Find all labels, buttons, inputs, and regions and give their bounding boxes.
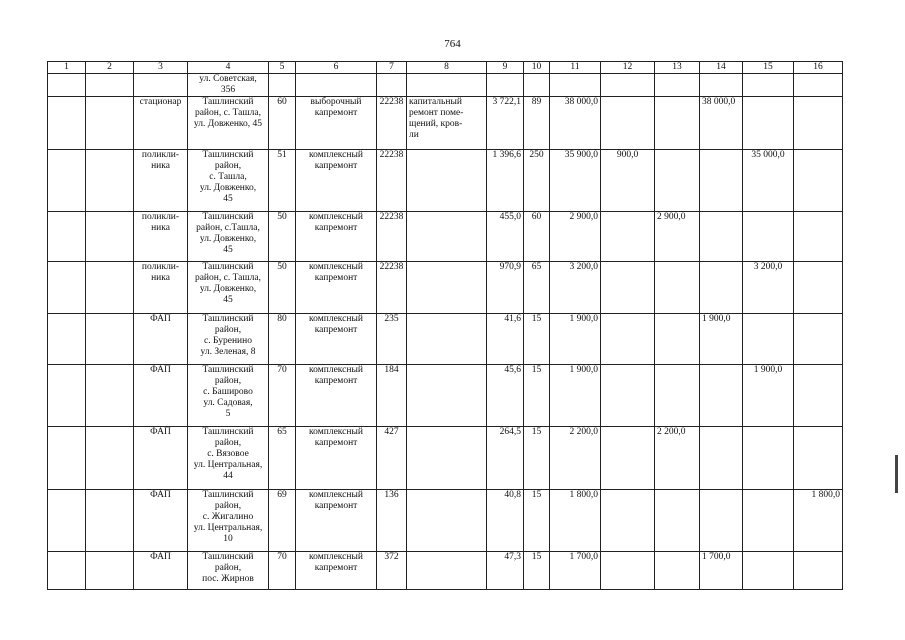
cell-text: 1 700,0 [702, 552, 731, 562]
col16-cell [794, 427, 843, 490]
col10-cell [524, 490, 550, 552]
table-row [48, 427, 843, 490]
col12-cell [601, 552, 655, 590]
col-header: 13 [655, 62, 700, 74]
cell-text: Ташлинский район, с.Ташла, ул. Довженко, 45 [196, 212, 260, 255]
cell-text: комплексный капремонт [309, 552, 363, 573]
col-header: 3 [134, 62, 188, 74]
col8-cell [407, 212, 487, 262]
cell-text: 455,0 [499, 212, 521, 222]
col8-cell [407, 490, 487, 552]
cell-text: комплексный капремонт [309, 150, 363, 171]
area-cell [487, 365, 524, 427]
empty-cell [48, 427, 86, 490]
cell-text: ФАП [150, 552, 171, 562]
cell-text: 1 900,0 [753, 365, 783, 375]
col7-cell [377, 97, 407, 150]
address-cell [188, 212, 269, 262]
total-cost-cell [550, 74, 601, 97]
address-cell [188, 150, 269, 212]
col15-cell [743, 74, 794, 97]
col8-cell [407, 427, 487, 490]
facility-type-cell [134, 490, 188, 552]
col10-cell [524, 552, 550, 590]
work-type-cell [296, 262, 377, 314]
col14-cell [700, 427, 743, 490]
page-number: 764 [444, 38, 461, 50]
cell-text: 47,3 [504, 552, 521, 562]
empty-cell [48, 74, 86, 97]
table-row [48, 212, 843, 262]
empty-cell [86, 552, 134, 590]
cell-text: стационар [139, 97, 182, 107]
work-type-cell [296, 490, 377, 552]
col-header: 9 [487, 62, 524, 74]
col-header: 4 [188, 62, 269, 74]
col7-cell [377, 212, 407, 262]
col-header: 8 [407, 62, 487, 74]
col16-cell [794, 314, 843, 365]
cell-text: 15 [531, 427, 542, 437]
col-header: 12 [601, 62, 655, 74]
cell-text: комплексный капремонт [309, 365, 363, 386]
col15-cell [743, 212, 794, 262]
col14-cell [700, 212, 743, 262]
total-cost-cell [550, 150, 601, 212]
col-header: 14 [700, 62, 743, 74]
facility-type-cell [134, 150, 188, 212]
total-cost-cell [550, 427, 601, 490]
cell-text: 1 900,0 [702, 314, 731, 324]
col13-cell [655, 314, 700, 365]
work-type-cell [296, 74, 377, 97]
empty-cell [48, 150, 86, 212]
address-cell [188, 552, 269, 590]
cell-text: 22238 [379, 262, 404, 272]
cell-text: ФАП [150, 365, 171, 375]
col8-cell [407, 552, 487, 590]
cell-text: 235 [384, 314, 399, 324]
col7-cell [377, 365, 407, 427]
cell-text: 89 [531, 97, 542, 107]
col5-cell [269, 365, 296, 427]
cell-text: Ташлинский район, с. Баширово ул. Садовая, 5 [202, 365, 254, 419]
col10-cell [524, 262, 550, 314]
cell-text: комплексный капремонт [309, 212, 363, 233]
cell-text: 45,6 [504, 365, 521, 375]
address-cell [188, 262, 269, 314]
col7-cell [377, 314, 407, 365]
col15-cell [743, 552, 794, 590]
empty-cell [48, 97, 86, 150]
cell-text: 35 900,0 [564, 150, 598, 160]
cell-text: 35 000,0 [751, 150, 785, 160]
col13-cell [655, 427, 700, 490]
cell-text: Ташлинский район, с. Буренино ул. Зеленая, 8 [200, 314, 256, 357]
col16-cell [794, 74, 843, 97]
cell-text: 900,0 [616, 150, 639, 160]
area-cell [487, 490, 524, 552]
cell-text: 15 [531, 365, 542, 375]
cell-text: комплексный капремонт [309, 490, 363, 511]
col8-cell [407, 314, 487, 365]
address-cell [188, 365, 269, 427]
col15-cell [743, 97, 794, 150]
col12-cell [601, 74, 655, 97]
total-cost-cell [550, 97, 601, 150]
col16-cell [794, 262, 843, 314]
cell-text: 70 [277, 552, 287, 562]
col16-cell [794, 552, 843, 590]
col-header: 7 [377, 62, 407, 74]
area-cell [487, 97, 524, 150]
col-header: 10 [524, 62, 550, 74]
col13-cell [655, 74, 700, 97]
work-type-cell [296, 314, 377, 365]
cell-text: 2 900,0 [657, 212, 686, 222]
col5-cell [269, 262, 296, 314]
col13-cell [655, 97, 700, 150]
empty-cell [86, 365, 134, 427]
cell-text: 38 000,0 [702, 97, 736, 107]
facility-type-cell [134, 212, 188, 262]
cell-text: 372 [384, 552, 399, 562]
total-cost-cell [550, 365, 601, 427]
col16-cell [794, 150, 843, 212]
total-cost-cell [550, 262, 601, 314]
facility-type-cell [134, 74, 188, 97]
empty-cell [48, 365, 86, 427]
col7-cell [377, 262, 407, 314]
cell-text: 22238 [379, 97, 404, 107]
col13-cell [655, 262, 700, 314]
cell-text: 2 200,0 [569, 427, 598, 437]
col-header: 16 [794, 62, 843, 74]
cell-text: 22238 [379, 212, 404, 222]
cell-text: 51 [277, 150, 287, 160]
cell-text: 427 [384, 427, 399, 437]
col10-cell [524, 212, 550, 262]
col8-cell [407, 97, 487, 150]
col10-cell [524, 427, 550, 490]
col5-cell [269, 150, 296, 212]
area-cell [487, 74, 524, 97]
total-cost-cell [550, 552, 601, 590]
table-row [48, 314, 843, 365]
col5-cell [269, 97, 296, 150]
col12-cell [601, 97, 655, 150]
col16-cell [794, 365, 843, 427]
empty-cell [48, 212, 86, 262]
empty-cell [86, 490, 134, 552]
cell-text: 15 [531, 314, 542, 324]
work-type-cell [296, 427, 377, 490]
col7-cell [377, 150, 407, 212]
col8-cell [407, 74, 487, 97]
col12-cell [601, 150, 655, 212]
empty-cell [86, 150, 134, 212]
empty-cell [48, 262, 86, 314]
cell-text: 1 900,0 [569, 365, 598, 375]
col5-cell [269, 490, 296, 552]
cell-text: 1 700,0 [569, 552, 598, 562]
facility-type-cell [134, 552, 188, 590]
cell-text: 41,6 [504, 314, 521, 324]
cell-text: ул. Советская, 356 [199, 74, 257, 95]
col10-cell [524, 314, 550, 365]
cell-text: 15 [531, 490, 542, 500]
col10-cell [524, 97, 550, 150]
col7-cell [377, 74, 407, 97]
col5-cell [269, 314, 296, 365]
col14-cell [700, 552, 743, 590]
table-row [48, 150, 843, 212]
cell-text: комплексный капремонт [309, 314, 363, 335]
col14-cell [700, 262, 743, 314]
col-header: 6 [296, 62, 377, 74]
col12-cell [601, 490, 655, 552]
cell-text: 15 [531, 552, 542, 562]
empty-cell [48, 490, 86, 552]
cell-text: 22238 [379, 150, 404, 160]
cell-text: 80 [277, 314, 287, 324]
cell-text: 70 [277, 365, 287, 375]
cell-text: ФАП [150, 490, 171, 500]
col15-cell [743, 262, 794, 314]
col-header: 2 [86, 62, 134, 74]
col15-cell [743, 365, 794, 427]
cell-text: 3 200,0 [753, 262, 783, 272]
table-row [48, 74, 843, 97]
col13-cell [655, 365, 700, 427]
cell-text: поликли- ника [141, 212, 180, 233]
col-header: 15 [743, 62, 794, 74]
work-type-cell [296, 552, 377, 590]
cell-text: 3 722,1 [492, 97, 521, 107]
col14-cell [700, 490, 743, 552]
facility-type-cell [134, 262, 188, 314]
header-row [48, 62, 843, 74]
empty-cell [48, 314, 86, 365]
cell-text: 60 [531, 212, 542, 222]
cell-text: ФАП [150, 427, 171, 437]
cell-text: Ташлинский район, с. Ташла, ул. Довженко, 45 [193, 97, 263, 129]
cell-text: 1 900,0 [569, 314, 598, 324]
col13-cell [655, 552, 700, 590]
address-cell [188, 74, 269, 97]
col10-cell [524, 150, 550, 212]
cell-text: выборочный капремонт [310, 97, 362, 118]
col13-cell [655, 150, 700, 212]
area-cell [487, 150, 524, 212]
cell-text: 60 [277, 97, 287, 107]
col16-cell [794, 490, 843, 552]
col7-cell [377, 490, 407, 552]
col12-cell [601, 427, 655, 490]
cell-text: ФАП [150, 314, 171, 324]
col13-cell [655, 490, 700, 552]
cell-text: 65 [277, 427, 287, 437]
col8-cell [407, 150, 487, 212]
facility-type-cell [134, 97, 188, 150]
work-type-cell [296, 365, 377, 427]
address-cell [188, 490, 269, 552]
empty-cell [86, 97, 134, 150]
cell-text: 40,8 [504, 490, 521, 500]
cell-text: 38 000,0 [564, 97, 598, 107]
empty-cell [86, 427, 134, 490]
col16-cell [794, 97, 843, 150]
cell-text: 3 200,0 [569, 262, 598, 272]
cell-text: Ташлинский район, с. Ташла, ул. Довженко, 45 [194, 262, 262, 305]
cell-text: 50 [277, 262, 287, 272]
work-type-cell [296, 212, 377, 262]
col14-cell [700, 150, 743, 212]
facility-type-cell [134, 314, 188, 365]
col15-cell [743, 427, 794, 490]
col16-cell [794, 212, 843, 262]
table-row [48, 365, 843, 427]
col15-cell [743, 150, 794, 212]
cell-text: 184 [384, 365, 399, 375]
col-header: 1 [48, 62, 86, 74]
address-cell [188, 97, 269, 150]
col14-cell [700, 97, 743, 150]
cell-text: комплексный капремонт [309, 262, 363, 283]
total-cost-cell [550, 314, 601, 365]
area-cell [487, 262, 524, 314]
address-cell [188, 314, 269, 365]
col15-cell [743, 490, 794, 552]
col5-cell [269, 552, 296, 590]
area-cell [487, 314, 524, 365]
col10-cell [524, 365, 550, 427]
col5-cell [269, 74, 296, 97]
col7-cell [377, 427, 407, 490]
col10-cell [524, 74, 550, 97]
total-cost-cell [550, 212, 601, 262]
table-row [48, 552, 843, 590]
col12-cell [601, 314, 655, 365]
col14-cell [700, 74, 743, 97]
col14-cell [700, 365, 743, 427]
col12-cell [601, 365, 655, 427]
empty-cell [48, 552, 86, 590]
area-cell [487, 212, 524, 262]
work-type-cell [296, 150, 377, 212]
col8-cell [407, 365, 487, 427]
cell-text: 1 396,6 [492, 150, 521, 160]
cell-text: поликли- ника [141, 262, 180, 283]
cell-text: Ташлинский район, с. Жигалино ул. Центральная, 10 [193, 490, 263, 544]
repair-program-table [47, 61, 843, 590]
cell-text: 1 800,0 [569, 490, 598, 500]
address-cell [188, 427, 269, 490]
col8-cell [407, 262, 487, 314]
area-cell [487, 552, 524, 590]
cell-text: 2 900,0 [569, 212, 598, 222]
cell-text: комплексный капремонт [309, 427, 363, 448]
cell-text: поликли- ника [141, 150, 180, 171]
col7-cell [377, 552, 407, 590]
cell-text: Ташлинский район, с. Вязовое ул. Центральная, 44 [193, 427, 263, 481]
cell-text: 50 [277, 212, 287, 222]
table-row [48, 490, 843, 552]
empty-cell [86, 314, 134, 365]
empty-cell [86, 262, 134, 314]
empty-cell [86, 74, 134, 97]
table-row [48, 262, 843, 314]
cell-text: капитальный ремонт поме- щений, кров- ли [409, 97, 464, 140]
cell-text: 250 [529, 150, 544, 160]
work-type-cell [296, 97, 377, 150]
cell-text: 65 [531, 262, 542, 272]
scan-edge-mark [895, 455, 898, 493]
col5-cell [269, 427, 296, 490]
cell-text: 136 [384, 490, 399, 500]
col13-cell [655, 212, 700, 262]
facility-type-cell [134, 365, 188, 427]
col15-cell [743, 314, 794, 365]
cell-text: 1 800,0 [811, 490, 840, 500]
total-cost-cell [550, 490, 601, 552]
cell-text: Ташлинский район, с. Ташла, ул. Довженко, 45 [199, 150, 257, 204]
col12-cell [601, 262, 655, 314]
col14-cell [700, 314, 743, 365]
cell-text: 69 [277, 490, 287, 500]
cell-text: 2 200,0 [657, 427, 686, 437]
cell-text: 264,5 [499, 427, 521, 437]
cell-text: 970,9 [499, 262, 521, 272]
facility-type-cell [134, 427, 188, 490]
empty-cell [86, 212, 134, 262]
area-cell [487, 427, 524, 490]
cell-text: Ташлинский район, пос. Жирнов [202, 552, 254, 584]
col-header: 5 [269, 62, 296, 74]
table-row [48, 97, 843, 150]
col-header: 11 [550, 62, 601, 74]
col5-cell [269, 212, 296, 262]
col12-cell [601, 212, 655, 262]
